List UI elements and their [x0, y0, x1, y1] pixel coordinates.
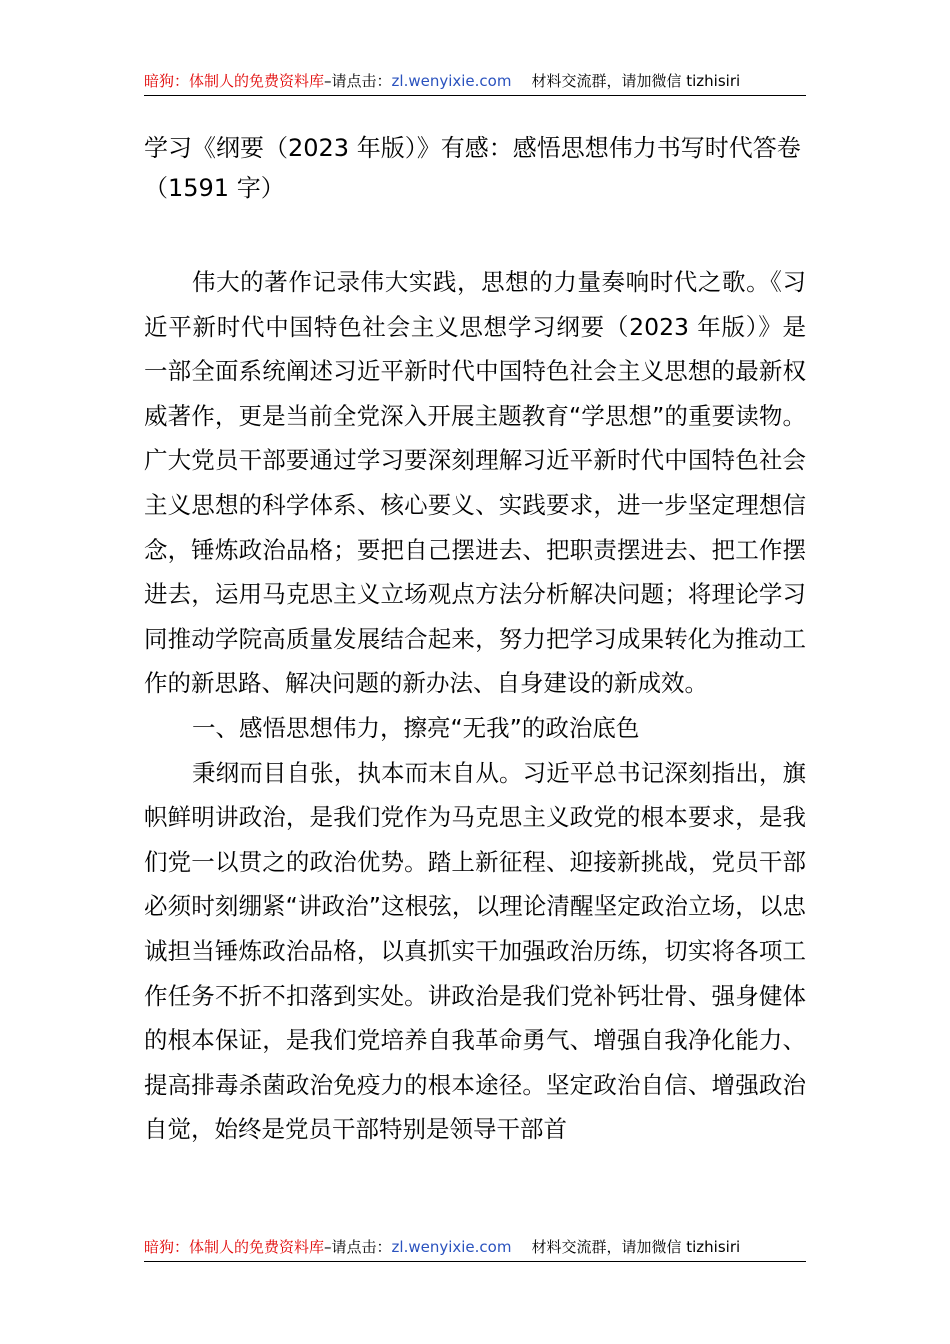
page-header — [144, 64, 806, 96]
document-title: 学习《纲要（2023 年版）》有感：感悟思想伟力书写时代答卷（1591 字） — [144, 134, 801, 202]
footer-brand: 暗狗：体制人的免费资料库 — [144, 1238, 325, 1256]
body-paragraph: 秉纲而目自张，执本而末自从。习近平总书记深刻指出，旗帜鲜明讲政治，是我们党作为马克思主义政党的根本要求，是我们党一以贯之的政治优势。踏上新征程、迎接新挑战，党员干部必须时刻绷紧“讲政治”这根弦，以理论清醒坚定政治立场，以忠诚担当锤炼政治品格，以真抓实干加强政治历练，切实将各项工作任务不折不扣落到实处。讲政治是我们党补钙壮骨、强身健体的根本保证，是我们党培养自我革命勇气、增强自我净化能力、提高排毒杀菌政治免疫力的根本途径。坚定政治自信、增强政治自觉，始终是党员干部特别是领导干部首 — [144, 758, 806, 1144]
footer-url-link[interactable]: zl.wenyixie.com — [391, 1238, 512, 1256]
header-url-link[interactable]: zl.wenyixie.com — [391, 72, 512, 90]
page-footer — [144, 1230, 806, 1262]
header-link-prefix: –请点击： — [324, 72, 392, 90]
section-heading: 一、感悟思想伟力，擦亮“无我”的政治底色 — [192, 713, 640, 742]
header-contact: 材料交流群，请加微信 tizhisiri — [531, 72, 741, 90]
intro-paragraph: 伟大的著作记录伟大实践，思想的力量奏响时代之歌。《习近平新时代中国特色社会主义思想学习纲要（2023 年版）》是一部全面系统阐述习近平新时代中国特色社会主义思想的最新权威著作，更是当前全党深入开展主题教育“学思想”的重要读物。广大党员干部要通过学习要深刻理解习近平新时代中国特色社会主义思想的科学体系、核心要义、实践要求，进一步坚定理想信念，锤炼政治品格；要把自己摆进去、把职责摆进去、把工作摆进去，运用马克思主义立场观点方法分析解决问题；将理论学习同推动学院高质量发展结合起来，努力把学习成果转化为推动工作的新思路、解决问题的新办法、自身建设的新成效。 — [144, 268, 806, 698]
header-brand: 暗狗：体制人的免费资料库 — [144, 72, 325, 90]
footer-link-prefix: –请点击： — [324, 1238, 392, 1256]
footer-contact: 材料交流群，请加微信 tizhisiri — [531, 1238, 741, 1256]
document-body — [144, 260, 806, 1152]
